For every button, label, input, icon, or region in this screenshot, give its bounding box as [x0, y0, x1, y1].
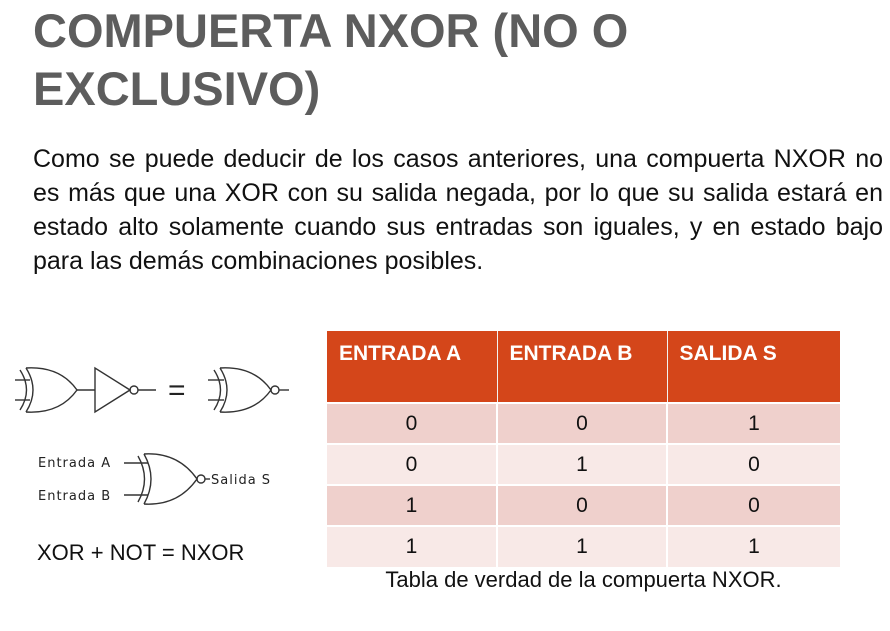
- cell-output: 1: [667, 403, 840, 444]
- cell-input-a: 0: [327, 403, 497, 444]
- input-a-label: Entrada A: [38, 456, 112, 471]
- cell-output: 0: [667, 485, 840, 526]
- cell-input-a: 1: [327, 485, 497, 526]
- header-input-a: ENTRADA A: [327, 331, 497, 403]
- cell-input-b: 1: [497, 444, 667, 485]
- cell-input-a: 1: [327, 526, 497, 567]
- truth-table: [327, 331, 840, 567]
- equals-sign: =: [168, 374, 186, 407]
- cell-input-b: 1: [497, 526, 667, 567]
- cell-output: 1: [667, 526, 840, 567]
- xor-gate-icon: [15, 368, 95, 412]
- cell-input-b: 0: [497, 485, 667, 526]
- cell-input-b: 0: [497, 403, 667, 444]
- table-row: [327, 526, 840, 567]
- slide-title: COMPUERTA NXOR (NO O EXCLUSIVO): [33, 4, 629, 115]
- nxor-gate-icon: [208, 368, 289, 412]
- table-row: [327, 485, 840, 526]
- input-b-label: Entrada B: [38, 489, 112, 504]
- table-row: [327, 403, 840, 444]
- table-row: [327, 444, 840, 485]
- truth-table-header-row: [327, 331, 840, 403]
- nxor-gate-diagram: [0, 340, 320, 540]
- diagram-caption: XOR + NOT = NXOR: [37, 540, 245, 565]
- cell-output: 0: [667, 444, 840, 485]
- cell-input-a: 0: [327, 444, 497, 485]
- output-label: Salida S: [211, 473, 272, 488]
- labelled-nxor-gate-icon: [124, 454, 210, 504]
- header-output: SALIDA S: [667, 331, 840, 403]
- table-caption: Tabla de verdad de la compuerta NXOR.: [385, 567, 782, 592]
- header-input-b: ENTRADA B: [497, 331, 667, 403]
- description-paragraph: Como se puede deducir de los casos anteriores, una compuerta NXOR no es más que una XOR con su salida negada, por lo que su salida estará en estado alto solamente cuando sus entradas son iguales, y en estado bajo para las demás combinaciones posibles.: [33, 145, 883, 275]
- not-gate-icon: [95, 368, 156, 412]
